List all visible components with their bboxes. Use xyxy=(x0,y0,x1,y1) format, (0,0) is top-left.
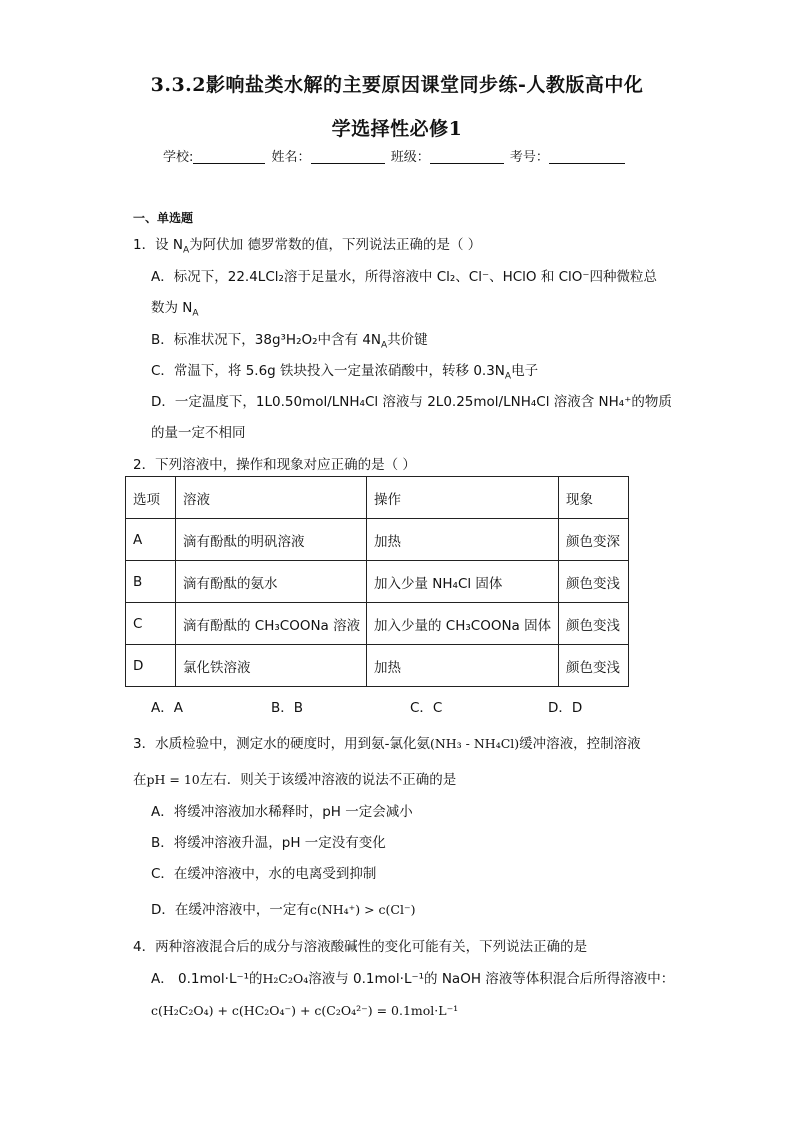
q1-option-b[interactable] xyxy=(151,328,428,351)
table-header-row xyxy=(126,477,629,519)
question-4-stem: 4．两种溶液混合后的成分与溶液酸碱性的变化可能有关，下列说法正确的是 xyxy=(133,939,588,955)
q1-c-sub: A xyxy=(504,371,512,382)
q2-choice-d[interactable]: D．D xyxy=(548,700,583,716)
q2-choice-c[interactable]: C．C xyxy=(410,700,443,716)
q4-option-a-line-1[interactable] xyxy=(151,967,674,987)
table-cell: 滴有酚酞的 CH₃COONa 溶液 xyxy=(176,603,367,645)
q3-stem-formula: (NH₃ - NH₄Cl) xyxy=(429,736,520,751)
q3-option-a[interactable]: A．将缓冲溶液加水稀释时，pH 一定会减小 xyxy=(151,804,413,820)
q3-option-c[interactable]: C．在缓冲溶液中，水的电离受到抑制 xyxy=(151,866,377,882)
q1-stem-text: 1．设 N xyxy=(133,237,183,253)
school-blank[interactable] xyxy=(193,149,265,164)
number-blank[interactable] xyxy=(549,149,625,164)
table-cell: 氯化铁溶液 xyxy=(176,645,367,687)
table-cell: 滴有酚酞的氨水 xyxy=(176,561,367,603)
q1-option-d-line-2: 的量一定不相同 xyxy=(151,425,246,441)
q1-a-text: 数为 N xyxy=(151,300,193,316)
table-cell: C xyxy=(126,603,176,645)
table-row xyxy=(126,645,629,687)
name-blank[interactable] xyxy=(311,149,385,164)
table-cell: 加热 xyxy=(367,519,559,561)
q1-option-d-line-1[interactable]: D．一定温度下，1L0.50mol/LNH₄Cl 溶液与 2L0.25mol/LNH₄Cl 溶液含 NH₄⁺的物质 xyxy=(151,394,672,410)
table-cell: 滴有酚酞的明矾溶液 xyxy=(176,519,367,561)
table-cell: A xyxy=(126,519,176,561)
section-title: 一、单选题 xyxy=(133,211,194,225)
table-header-cell: 现象 xyxy=(559,477,629,519)
q4-a-text: A． 0.1mol·L⁻¹的 xyxy=(151,971,263,987)
question-3-stem-line-1 xyxy=(133,732,641,752)
name-label: 姓名： xyxy=(271,150,311,165)
question-2-stem: 2．下列溶液中，操作和现象对应正确的是（ ） xyxy=(133,457,416,473)
q1-c-text-2: 电子 xyxy=(511,363,539,379)
q3-d-formula: c(NH₄⁺) > c(Cl⁻) xyxy=(309,902,416,917)
class-label: 班级： xyxy=(390,150,430,165)
table-cell: 颜色变浅 xyxy=(559,561,629,603)
q3-stem-text: 3．水质检验中，测定水的硬度时，用到氨-氯化氨 xyxy=(133,736,430,752)
q3-stem-text-2: 缓冲溶液，控制溶液 xyxy=(519,736,641,752)
q2-table xyxy=(125,476,629,687)
q1-option-c[interactable] xyxy=(151,359,539,382)
q1-b-sub: A xyxy=(381,340,388,351)
q1-stem-text-2: 为阿伏加 德罗常数的值，下列说法正确的是（ ） xyxy=(189,237,482,253)
school-label: 学校: xyxy=(163,150,194,165)
table-cell: 颜色变浅 xyxy=(559,645,629,687)
q4-a-formula: H₂C₂O₄ xyxy=(262,971,309,986)
number-label: 考号： xyxy=(509,150,549,165)
class-blank[interactable] xyxy=(430,149,504,164)
question-1-stem xyxy=(133,233,482,256)
q4-a-text-2: 溶液与 0.1mol·L⁻¹的 NaOH 溶液等体积混合后所得溶液中： xyxy=(308,971,675,987)
q3-ph-formula: pH = 10 xyxy=(146,772,200,787)
table-cell: 加入少量的 CH₃COONa 固体 xyxy=(367,603,559,645)
table-header-cell: 操作 xyxy=(367,477,559,519)
table-header-cell: 选项 xyxy=(126,477,176,519)
table-cell: 颜色变浅 xyxy=(559,603,629,645)
q3-stem-text-3: 在 xyxy=(133,772,147,788)
table-header-cell: 溶液 xyxy=(176,477,367,519)
table-cell: 加入少量 NH₄Cl 固体 xyxy=(367,561,559,603)
q2-choice-a[interactable]: A．A xyxy=(151,700,183,716)
q3-d-text: D．在缓冲溶液中，一定有 xyxy=(151,902,310,918)
table-cell: B xyxy=(126,561,176,603)
table-row xyxy=(126,561,629,603)
table-cell: 加热 xyxy=(367,645,559,687)
page-title-line-1: 3.3.2影响盐类水解的主要原因课堂同步练-人教版高中化 xyxy=(150,74,644,96)
q2-choice-b[interactable]: B．B xyxy=(271,700,304,716)
q1-b-text: B．标准状况下，38g³H₂O₂中含有 4N xyxy=(151,332,382,348)
q3-stem-text-4: 左右．则关于该缓冲溶液的说法不正确的是 xyxy=(199,772,457,788)
table-cell: D xyxy=(126,645,176,687)
table-row xyxy=(126,603,629,645)
q3-option-d[interactable] xyxy=(151,898,415,918)
page-title-line-2: 学选择性必修1 xyxy=(331,118,463,140)
table-row xyxy=(126,519,629,561)
q1-c-text: C．常温下，将 5.6g 铁块投入一定量浓硝酸中，转移 0.3N xyxy=(151,363,505,379)
q1-a-sub: A xyxy=(192,308,199,319)
question-3-stem-line-2 xyxy=(133,768,456,788)
table-cell: 颜色变深 xyxy=(559,519,629,561)
q1-option-a-line-2 xyxy=(151,296,199,319)
q1-option-a-line-1[interactable]: A．标况下，22.4LCl₂溶于足量水，所得溶液中 Cl₂、Cl⁻、HClO 和 ClO⁻四种微粒总 xyxy=(151,269,658,285)
q1-stem-sub: A xyxy=(182,245,190,256)
q4-option-a-equation: c(H₂C₂O₄) + c(HC₂O₄⁻) + c(C₂O₄²⁻) = 0.1mol·L⁻¹ xyxy=(151,1003,459,1018)
q3-option-b[interactable]: B．将缓冲溶液升温，pH 一定没有变化 xyxy=(151,835,386,851)
student-info-row xyxy=(163,146,627,165)
q1-b-text-2: 共价键 xyxy=(387,332,428,348)
